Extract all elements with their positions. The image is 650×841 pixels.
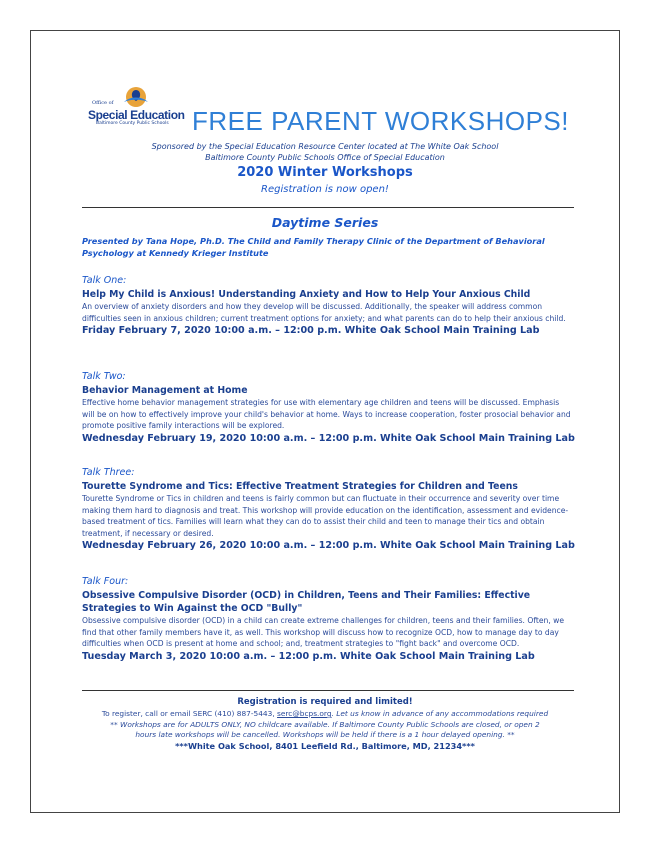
- talk-label: Talk One:: [82, 275, 127, 286]
- contact-prefix: To register, call or email SERC (410) 887-5443,: [101, 709, 278, 718]
- special-education-logo: [88, 86, 186, 130]
- series-heading: Daytime Series: [271, 215, 379, 230]
- talk-one: [82, 274, 574, 338]
- divider-bottom: [82, 690, 574, 691]
- talk-three: [82, 466, 574, 553]
- contact-line: [30, 709, 620, 720]
- talk-schedule: Tuesday March 3, 2020 10:00 a.m. – 12:00 p.m. White Oak School Main Training Lab: [82, 650, 535, 662]
- talk-schedule: Wednesday February 26, 2020 10:00 a.m. – 12:00 p.m. White Oak School Main Training Lab: [82, 540, 575, 551]
- logo-name: Special Education: [88, 108, 185, 122]
- talk-title: Behavior Management at Home: [82, 385, 248, 396]
- talk-label: Talk Two:: [82, 371, 126, 382]
- talk-description: An overview of anxiety disorders and how they develop will be discussed. Additionally, the speaker will address common difficulties seen in anxious children; current treatment options for anxiety; and what parents can do to help their anxious child.: [82, 302, 566, 323]
- presenter-info: Presented by Tana Hope, Ph.D. The Child and Family Therapy Clinic of the Department of Behavioral Psychology at Kennedy Krieger Institute: [82, 236, 545, 258]
- logo-emblem-icon: [114, 86, 158, 110]
- serc-email-link[interactable]: serc@bcps.org: [277, 709, 332, 718]
- talk-label: Talk Four:: [82, 576, 129, 587]
- logo-office-of: Office of: [92, 100, 114, 106]
- talk-description: Effective home behavior management strategies for use with elementary age children and teens will be discussed. Emphasis will be on how to effectively improve your child's behavior at home. Ways to increase cooperation, foster prosocial behavior and promote positive family interactions will be explored.: [82, 398, 571, 430]
- school-address: ***White Oak School, 8401 Leefield Rd., Baltimore, MD, 21234***: [175, 740, 475, 751]
- season-heading: 2020 Winter Workshops: [237, 165, 413, 180]
- logo-subtitle: Baltimore County Public Schools: [96, 121, 169, 126]
- talk-four: [82, 575, 574, 664]
- talk-two: [82, 370, 574, 446]
- talk-description: Tourette Syndrome or Tics in children and teens is fairly common but can fluctuate in their occurrence and severity over time making them hard to diagnosis and treat. This workshop will provide education on the identification, assessment and evidence-based treatment of tics. Families will learn what they can do to assist their child and teen to manage their tics and obtain treatment, if necessary or desired.: [82, 494, 569, 538]
- registration-required: Registration is required and limited!: [237, 697, 413, 707]
- workshop-notes: ** Workshops are for ADULTS ONLY, NO childcare available. If Baltimore County Public Schools are closed, or open 2 hours late workshops will be cancelled. Workshops will be held if there is a 1 hour delayed opening. **: [110, 719, 540, 739]
- page-title: FREE PARENT WORKSHOPS!: [192, 106, 569, 136]
- talk-description: Obsessive compulsive disorder (OCD) in a child can create extreme challenges for children, teens and their families. Often, we find that other family members have it, as well. This workshop will discuss how to recognize OCD, how to manage day to day difficulties when OCD is present at home and school; and, treatment strategies to "fight back" and overcome OCD.: [82, 616, 565, 648]
- registration-open: Registration is now open!: [261, 184, 389, 195]
- talk-title: Obsessive Compulsive Disorder (OCD) in Children, Teens and Their Families: Effective Strategies to Win Against the OCD "Bully": [82, 590, 531, 614]
- divider-top: [82, 207, 574, 208]
- talk-schedule: Friday February 7, 2020 10:00 a.m. – 12:00 p.m. White Oak School Main Training Lab: [82, 325, 540, 336]
- talk-schedule: Wednesday February 19, 2020 10:00 a.m. – 12:00 p.m. White Oak School Main Training Lab: [82, 432, 575, 444]
- talk-title: Help My Child is Anxious! Understanding Anxiety and How to Help Your Anxious Child: [82, 289, 531, 300]
- contact-suffix: . Let us know in advance of any accommodations required: [331, 709, 549, 718]
- talk-title: Tourette Syndrome and Tics: Effective Treatment Strategies for Children and Teens: [82, 481, 518, 492]
- sponsor-line-2: Baltimore County Public Schools Office of Special Education: [205, 153, 445, 162]
- talk-label: Talk Three:: [82, 467, 135, 478]
- sponsor-line-1: Sponsored by the Special Education Resource Center located at The White Oak School: [151, 142, 499, 151]
- footer: [30, 697, 620, 751]
